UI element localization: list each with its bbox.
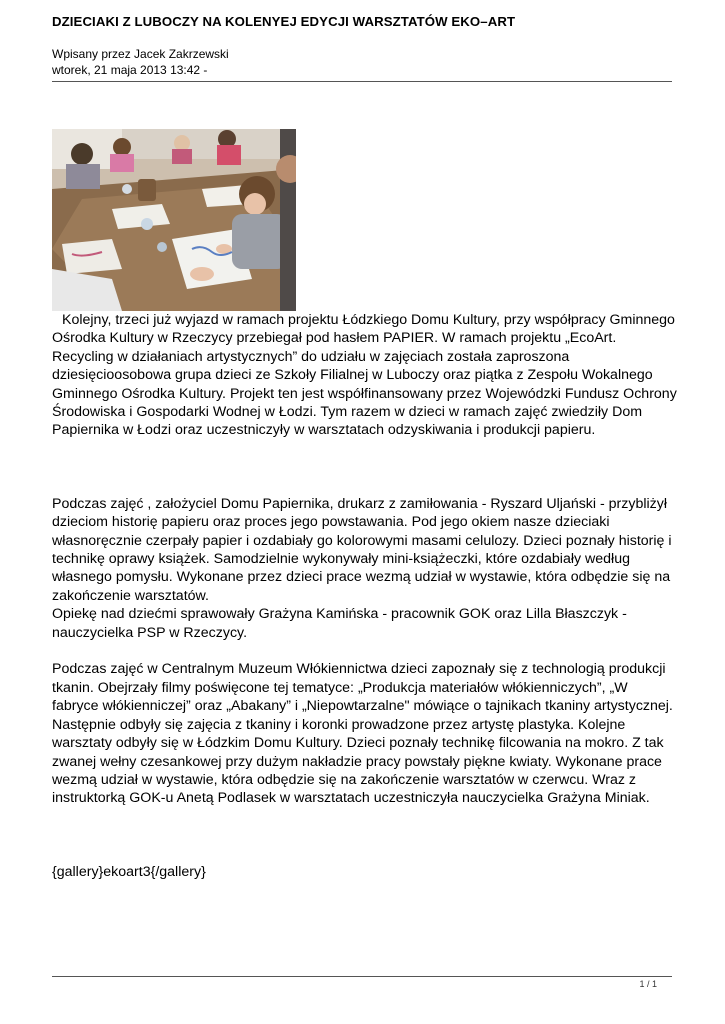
page-title: DZIECIAKI Z LUBOCZY NA KOLENYEJ EDYCJI WARSZTATÓW EKO–ART: [52, 14, 516, 29]
paragraph-muzeum: Podczas zajęć w Centralnym Muzeum Włókiennictwa dzieci zapoznały się z technologią produkcji tkanin. Obejrzały filmy poświęcone tej tematyce: „Produkcja materiałów włókienniczych”, „W fabryce włókienniczej” oraz „Abakany” i „Niepowtarzalne" mówiące o tajnikach tkaniny artystycznej. Następnie odbyły się zajęcia z tkaniny i koronki prowadzone przez artystę plastyka. Kolejne warsztaty odbyły się w Łódzkim Domu Kultury. Dzieci poznały technikę filcowania na mokro. Z tak zwanej wełny czesankowej przy dużym nakładzie pracy powstały piękne kwiaty. Wykonane prace wezmą udział w wystawie, która odbędzie się na zakończenie warsztatów w czerwcu. Wraz z instruktorką GOK-u Anetą Podlasek w warsztatach uczestniczyła nauczycielka Grażyna Miniak.: [52, 661, 673, 807]
page-number: 1 / 1: [639, 979, 657, 989]
paragraph-intro: Kolejny, trzeci już wyjazd w ramach projektu Łódzkiego Domu Kultury, przy współpracy Gminnego Ośrodka Kultury w Rzeczycy przebiegał pod hasłem PAPIER. W ramach projektu „EcoArt. Recycling w działaniach artystycznych” do udziału w zajęciach została zaproszona dziesięcioosobowa grupa dzieci ze Szkoły Filialnej w Luboczy oraz piątka z Zespołu Wokalnego Gminnego Ośrodka Kultury. Projekt ten jest współfinansowany przez Wojewódzki Fundusz Ochrony Środowiska i Gospodarki Wodnej w Łodzi. Tym razem w dzieci w ramach zajęć zwiedziły Dom Papiernika w Łodzi oraz uczestniczyły w warsztatach odzyskiwania i produkcji papieru.: [52, 312, 677, 439]
paragraph-opieka: Opiekę nad dziećmi sprawowały Grażyna Kamińska - pracownik GOK oraz Lilla Błaszczyk - nauczycielka PSP w Rzeczycy.: [52, 606, 627, 641]
article-photo: [52, 129, 296, 311]
paragraph-papiernik: Podczas zajęć , założyciel Domu Papiernika, drukarz z zamiłowania - Ryszard Uljański - przybliżył dzieciom historię papieru oraz proces jego powstawania. Pod jego okiem nasze dzieciaki własnoręcznie czerpały papier i ozdabiały go kolorowymi masami celulozy. Dzieci poznały historię i technikę oprawy książek. Samodzielnie wykonywały mini-książeczki, które ozdabiały według własnego pomysłu. Wykonane przez dzieci prace wezmą udział w wystawie, która odbędzie się na zakończenie warsztatów.: [52, 495, 672, 604]
photo-illustration: [52, 129, 296, 311]
header-divider: [52, 81, 672, 82]
article-meta: [52, 46, 229, 78]
author-line: Wpisany przez Jacek Zakrzewski: [52, 47, 229, 61]
gallery-tag: {gallery}ekoart3{/gallery}: [52, 863, 206, 880]
article-body: [52, 311, 677, 881]
date-line: wtorek, 21 maja 2013 13:42 -: [52, 63, 208, 77]
footer-divider: [52, 976, 672, 977]
